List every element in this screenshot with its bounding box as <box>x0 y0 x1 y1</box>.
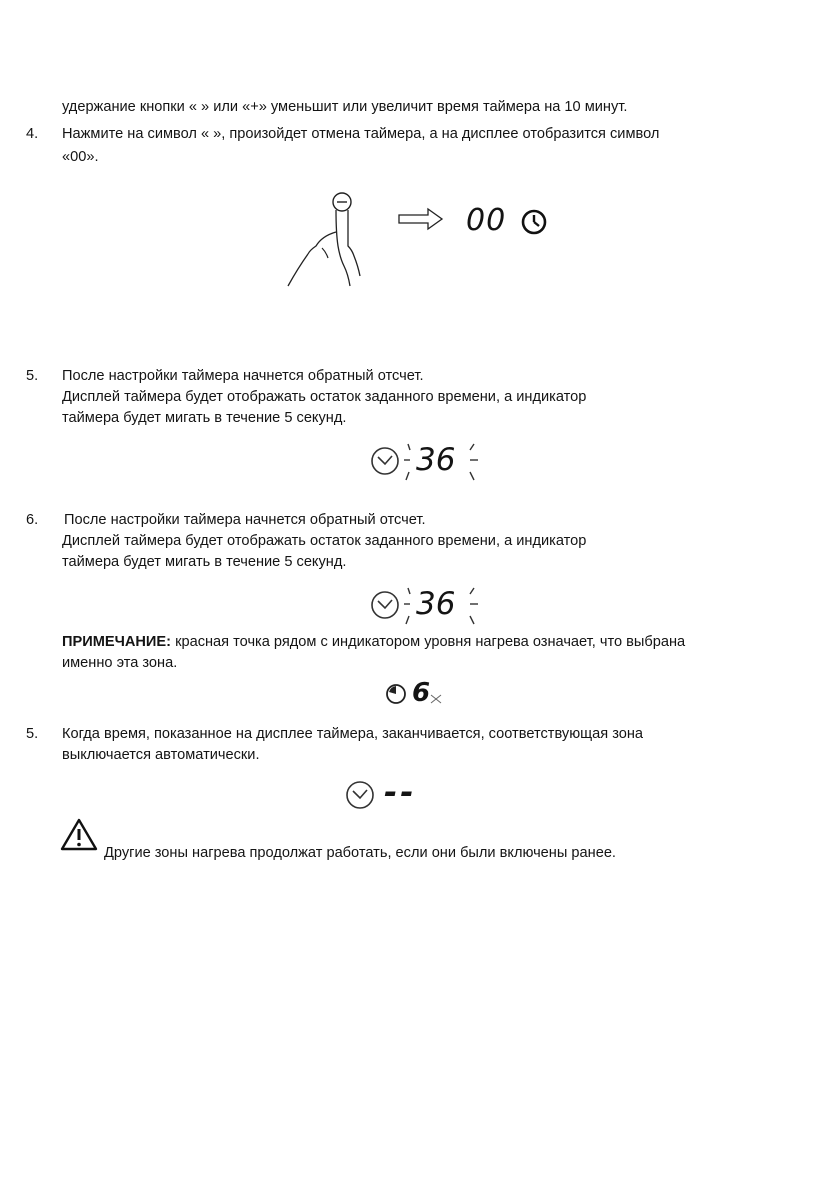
countdown-digits-1: 36 <box>416 442 456 478</box>
step-5a-line-3: таймера будет мигать в течение 5 секунд. <box>62 410 347 426</box>
warning-triangle-icon <box>60 818 98 852</box>
step-5b-line-1: Когда время, показанное на дисплее таймера, заканчивается, соответствующая зона <box>62 726 644 742</box>
clock-icon <box>520 208 548 236</box>
note-label: ПРИМЕЧАНИЕ: <box>62 634 172 650</box>
step-5b-number: 5. <box>26 726 39 742</box>
finger-press-icon <box>278 188 368 292</box>
countdown-digits-2: 36 <box>416 586 456 622</box>
step-5b-line-2: выключается автоматически. <box>62 747 260 763</box>
step-5a-line-2: Дисплей таймера будет отображать остаток заданного времени, а индикатор <box>62 389 587 405</box>
step-6-line-2: Дисплей таймера будет отображать остаток заданного времени, а индикатор <box>62 533 587 549</box>
step-6-line-1: После настройки таймера начнется обратный отсчет. <box>64 512 426 528</box>
note-text: красная точка рядом с индикатором уровня нагрева означает, что выбрана <box>171 634 686 650</box>
note-line-1 <box>62 632 685 652</box>
off-dashes: -- <box>384 773 417 811</box>
arrow-right-icon <box>398 208 444 230</box>
step-4-line-1: Нажмите на символ « », произойдет отмена таймера, а на дисплее отобразится символ <box>62 126 660 142</box>
clock-icon <box>342 780 378 810</box>
step-5a-number: 5. <box>26 368 39 384</box>
step-4-line-2: «00». <box>62 149 99 165</box>
zone-x-mark-icon <box>430 694 442 704</box>
step-6-number: 6. <box>26 512 39 528</box>
step-4-number: 4. <box>26 126 39 142</box>
clock-icon <box>368 446 402 476</box>
cancel-digits: 00 <box>466 203 507 238</box>
note-line-2: именно эта зона. <box>62 655 178 671</box>
step-6-line-3: таймера будет мигать в течение 5 секунд. <box>62 554 347 570</box>
zone-level-digit: 6 <box>412 678 431 708</box>
zone-dot-icon <box>384 682 408 706</box>
step-5a-line-1: После настройки таймера начнется обратный отсчет. <box>62 368 424 384</box>
warning-text: Другие зоны нагрева продолжат работать, если они были включены ранее. <box>104 845 616 861</box>
intro-text: удержание кнопки « » или «+» уменьшит или увеличит время таймера на 10 минут. <box>62 99 628 115</box>
clock-icon <box>368 590 402 620</box>
